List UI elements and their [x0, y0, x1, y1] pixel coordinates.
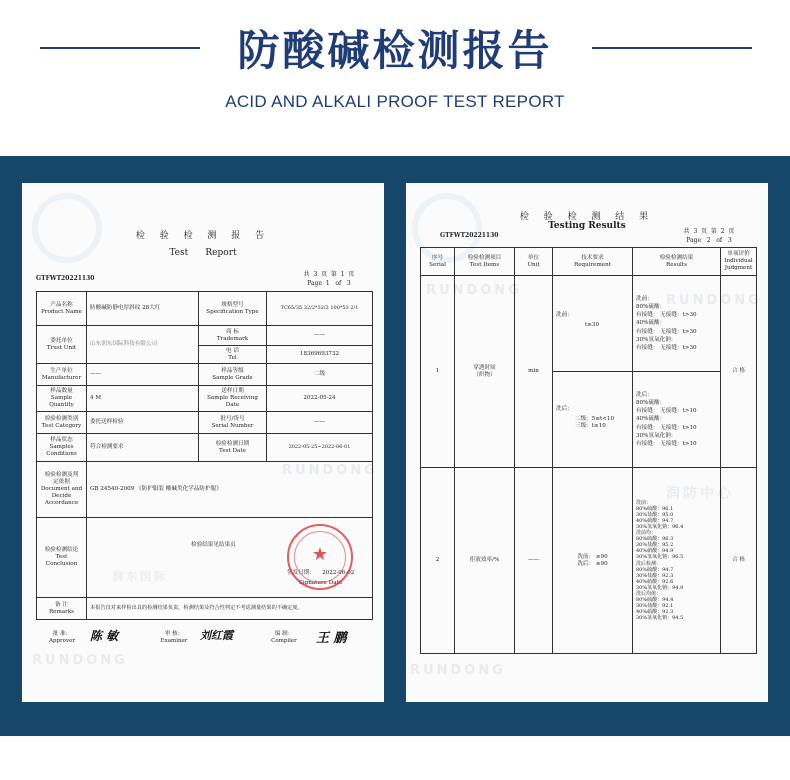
header	[0, 14, 790, 74]
cell-value: 本报告仅对来样检出具的检测结果负责。检测结果及符合性判定不考虑测量结果的不确定度。	[87, 598, 373, 620]
cell-value: 委托送样检验	[87, 412, 199, 434]
watermark-text: RUNDONG	[426, 283, 522, 298]
cell-unit: min	[515, 276, 553, 468]
official-stamp	[287, 524, 353, 590]
cell-label: 送样日期 Sample Receiving Date	[199, 386, 267, 412]
cell-label: 规格型号 Specification Type	[199, 292, 267, 326]
column-header: 单项评价 Individual Judgment	[721, 248, 757, 276]
page-title: 防酸碱检测报告	[237, 26, 553, 75]
cell-label: 委托单位 Trust Unit	[37, 326, 87, 364]
cell-serial: 1	[421, 276, 455, 468]
cell-result: 洗前： 80%硫酸： 有接缝： 无接缝：t>30 40%硫酸： 有接缝： 无接缝：t>30 30%氢氧化钠： 有接缝： 无接缝：t>30	[633, 276, 721, 372]
cell-value: GB 24540-2009 《防护服装 酸碱类化学品防护服》	[87, 462, 373, 518]
issue-date: 签发日期： 2022-06-02	[287, 570, 355, 576]
star-icon: ★	[311, 544, 329, 565]
page-indicator-en: Page 1 of 3	[307, 280, 351, 287]
cell-result: 洗后： 80%硫酸： 有接缝： 无接缝：t>10 40%硫酸： 有接缝： 无接缝：t>10 30%氢氧化钠： 有接缝： 无接缝：t>10	[633, 372, 721, 468]
requirement-label: 洗后：	[556, 406, 573, 412]
cell-requirement: 洗前： ≥90 洗后： ≥90	[553, 468, 633, 654]
watermark-text: RUNDONG	[666, 293, 762, 308]
watermark-text: RUNDONG	[32, 653, 128, 668]
cell-value: 山东润东国际科技有限公司	[87, 326, 199, 364]
cell-value: ——	[87, 364, 199, 386]
page-indicator-en: Page 2 of 3	[686, 237, 732, 244]
cell-label: 产品名称 Product Name	[37, 292, 87, 326]
cell-value: ——	[267, 412, 373, 434]
examiner-signature: 刘红霞	[200, 629, 233, 642]
cell-label: 检验检测类别 Test Category	[37, 412, 87, 434]
cell-judgment: 合 格	[721, 468, 757, 654]
cell-label: 样品数量 Sample Quantity	[37, 386, 87, 412]
cell-value: 2022-05-24	[267, 386, 373, 412]
report-number: GTFWT20221130	[440, 232, 499, 239]
watermark-text: RUNDONG	[282, 463, 378, 478]
approver-label: 批 准： Approver	[49, 631, 75, 644]
column-header: 检验检测结果 Results	[633, 248, 721, 276]
cell-judgment: 合 格	[721, 276, 757, 468]
column-header: 检验检测项目 Test Items	[455, 248, 515, 276]
doc-title-en: Test Report	[169, 248, 237, 258]
report-results-page	[406, 183, 768, 702]
requirement-value: 二级：5≤t<10 三级：t≥10	[575, 416, 615, 429]
cell-label: 检验检测日期 Test Date	[199, 434, 267, 462]
cell-label: 批号/货号 Serial Number	[199, 412, 267, 434]
doc-title-cn: 检 验 检 测 结 果	[519, 212, 655, 222]
report-number: GTFWT20221130	[36, 275, 95, 282]
cell-label: 样品等级 Sample Grade	[199, 364, 267, 386]
cell-label: 检验检测及判 定依据 Document and Decide Accordance	[37, 462, 87, 518]
cell-value: TC65/35 32/2*32/2 100*53 2/1	[267, 292, 373, 326]
approver-signature: 陈 敏	[90, 629, 119, 643]
column-header: 技术要求 Requirement	[553, 248, 633, 276]
watermark-center: 润防中心	[666, 486, 734, 502]
conclusion-value: 检验结果见结果页	[191, 542, 236, 548]
cell-label: 电 话 Tel	[199, 346, 267, 364]
cell-label: 样品状态 Samples Conditions	[37, 434, 87, 462]
cell-value: 18369693732	[267, 346, 373, 364]
page-indicator-cn: 共 3 页 第 2 页	[683, 228, 735, 235]
page-subtitle: ACID AND ALKALI PROOF TEST REPORT	[225, 92, 565, 111]
cell-value: 2022-05-25~2022-06-01	[267, 434, 373, 462]
compiler-label: 编 制： Compiler	[271, 631, 297, 644]
column-header: 序号 Serial	[421, 248, 455, 276]
cell-value: 符合检测要求	[87, 434, 199, 462]
cell-value: 4 M	[87, 386, 199, 412]
cell-serial: 2	[421, 468, 455, 654]
cell-value: 二级	[267, 364, 373, 386]
cell-result: 洗前： 80%硫酸：96.1 30%盐酸：95.0 40%硝酸：94.7 30%氢氧化钠：96.4 洗前均： 80%硫酸：96.3 30%盐酸：95.2 40%硝酸：94.9 30%氢氧化钠：96.5 洗后检测： 80%硫酸：94.7 30%盐酸：92.3 40%硝酸：92.6 30%氢氧化钠：94.9 洗后均值： 80%硫酸：94.4 30%盐酸：92.1 40%硝酸：92.3 30%氢氧化钠：94.5	[633, 468, 721, 654]
cell-label: 备 注 Remarks	[37, 598, 87, 620]
cell-label: 商 标 Trademark	[199, 326, 267, 346]
requirement-value: t≥30	[585, 322, 600, 328]
cell-label: 检验检测结论 Test Conclusion	[37, 518, 87, 598]
watermark-text: 润东国际	[112, 570, 168, 583]
cell-unit: ——	[515, 468, 553, 654]
cell-item: 拒液效率/%	[455, 468, 515, 654]
cell-value: 防酸碱防静电厚斜纹 28大红	[87, 292, 199, 326]
cell-label: 生产单位 Manufacturer	[37, 364, 87, 386]
page-indicator-cn: 共 3 页 第 1 页	[303, 271, 355, 278]
report-cover-page	[22, 183, 384, 702]
signer-row	[42, 627, 372, 657]
compiler-signature: 王 鹏	[316, 631, 347, 646]
signature-date-label: Signature Date	[299, 580, 343, 586]
cell-value: ——	[267, 326, 373, 346]
report-info-table	[36, 291, 373, 620]
cell-item: 穿透时间 （织物）	[455, 276, 515, 468]
doc-title-cn: 检 验 检 测 报 告	[135, 231, 271, 241]
results-table	[420, 247, 757, 654]
doc-title-en: Testing Results	[548, 221, 626, 231]
title-rule-right	[592, 47, 752, 49]
column-header: 单位 Unit	[515, 248, 553, 276]
watermark-text: RUNDONG	[410, 663, 506, 678]
examiner-label: 审 核： Examiner	[160, 631, 188, 644]
requirement-label: 洗前：	[556, 312, 573, 318]
